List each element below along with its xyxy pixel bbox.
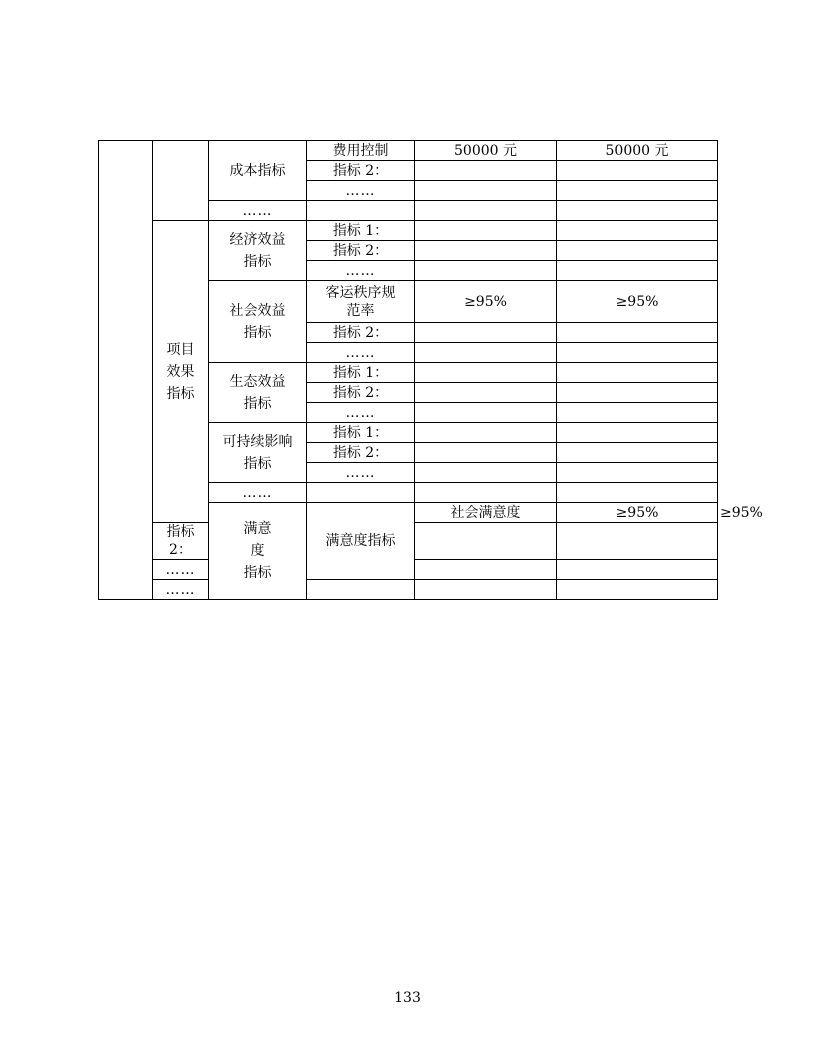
- actual-value: [557, 161, 718, 181]
- indicator-name: 指标 2：: [307, 383, 415, 403]
- target-value: 50000 元: [415, 141, 557, 161]
- indicator-name: 指标 2：: [153, 523, 209, 560]
- satisfaction-indicator-label: 满意度指标: [307, 503, 415, 580]
- indicator-name: 指标 2：: [307, 443, 415, 463]
- indicator-name: 费用控制: [307, 141, 415, 161]
- table-row: [99, 580, 718, 600]
- indicator-name: 指标 2：: [307, 241, 415, 261]
- actual-value: [557, 181, 718, 201]
- sustainable-indicator-label: 可持续影响 指标: [209, 423, 307, 483]
- target-value: ≥95%: [415, 281, 557, 323]
- indicator-name: 指标 2：: [307, 161, 415, 181]
- indicator-name: 指标 2：: [307, 323, 415, 343]
- indicator-name: 客运秩序规 范率: [307, 281, 415, 323]
- target-value: [415, 181, 557, 201]
- blank-category-cell: [99, 141, 153, 600]
- more-indicators: ……: [153, 580, 209, 600]
- performance-indicator-table: [98, 140, 763, 600]
- indicator-name: 指标 1：: [307, 363, 415, 383]
- indicator-name: ……: [307, 261, 415, 281]
- target-value: [415, 161, 557, 181]
- actual-value: 50000 元: [557, 141, 718, 161]
- cost-indicator-label: 成本指标: [209, 141, 307, 201]
- indicator-name: 指标 1：: [307, 221, 415, 241]
- indicator-name: ……: [307, 181, 415, 201]
- table-row: 满意 度 指标 满意度指标 社会满意度 ≥95% ≥95%: [99, 503, 718, 523]
- indicator-name: 社会满意度: [415, 503, 557, 523]
- page-number: 133: [394, 990, 421, 1006]
- table-row: [99, 141, 718, 161]
- target-value: ≥95%: [557, 503, 718, 523]
- economic-indicator-label: 经济效益 指标: [209, 221, 307, 281]
- ecological-indicator-label: 生态效益 指标: [209, 363, 307, 423]
- indicator-name: ……: [153, 560, 209, 580]
- indicator-name: 指标 1：: [307, 423, 415, 443]
- more-indicators: ……: [209, 201, 307, 221]
- more-indicators: ……: [209, 483, 307, 503]
- social-indicator-label: 社会效益 指标: [209, 281, 307, 363]
- indicator-name: ……: [307, 343, 415, 363]
- satisfaction-category-label: 满意 度 指标: [209, 503, 307, 600]
- actual-value: ≥95%: [557, 281, 718, 323]
- blank-subcategory-cell: [153, 141, 209, 221]
- effect-indicator-label: 项目 效果 指标: [153, 221, 209, 523]
- table-row: [99, 221, 718, 241]
- indicator-name: ……: [307, 463, 415, 483]
- indicator-name: ……: [307, 403, 415, 423]
